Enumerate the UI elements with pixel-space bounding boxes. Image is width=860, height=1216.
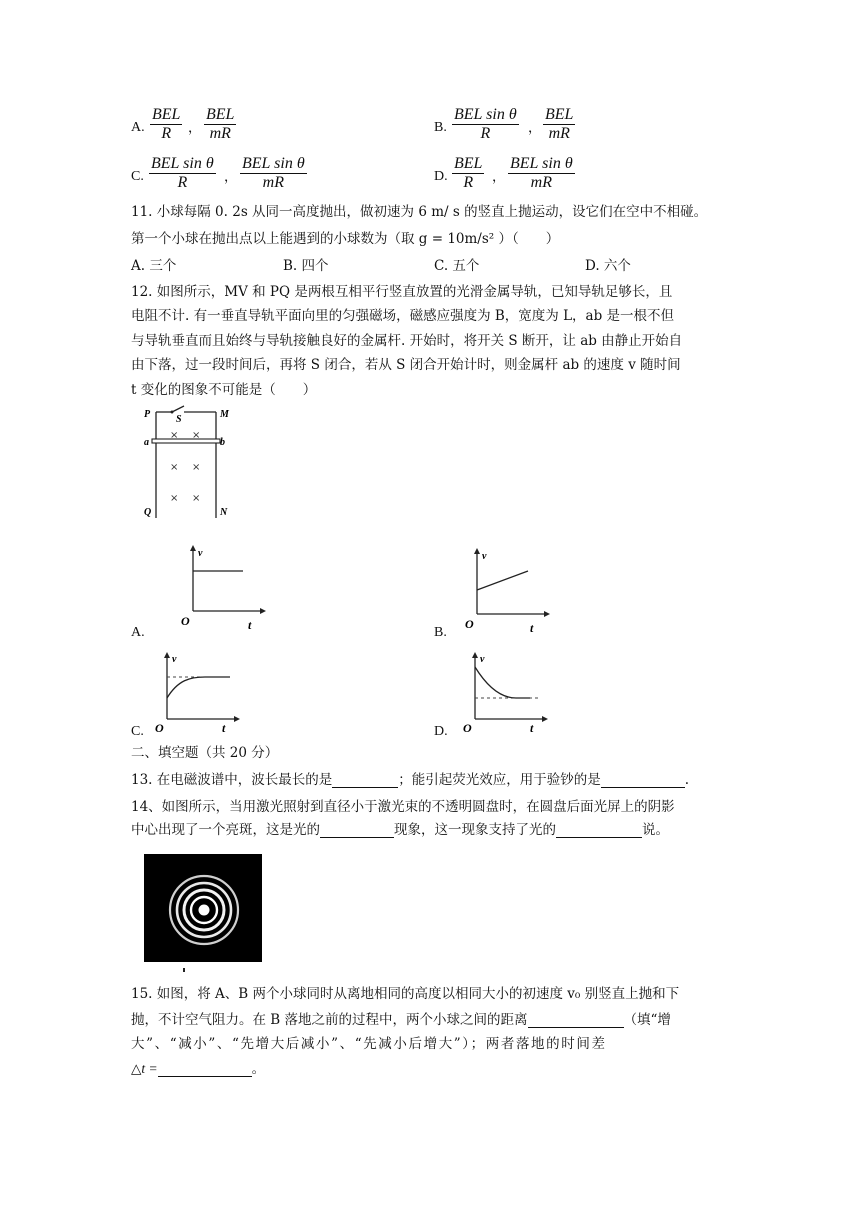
label-m: M — [220, 409, 229, 420]
q15-text: 抛，不计空气阻力。在 B 落地之前的过程中，两个小球之间的距离 — [131, 1012, 528, 1028]
axis-label-v: v — [172, 654, 177, 665]
answer-blank[interactable] — [320, 825, 394, 838]
q15-line3: 大”、“减小”、“先增大后减小”、“先减小后增大”）；两者落地的时间差 — [131, 1036, 607, 1052]
bright-spot — [199, 905, 210, 916]
label-n: N — [220, 507, 228, 518]
fraction: BEL sin θ R — [151, 155, 214, 192]
velocity-curve — [167, 677, 230, 698]
separator: ， — [224, 169, 238, 185]
q15-line2 — [131, 1014, 671, 1028]
graph-b — [460, 548, 560, 633]
label-s: S — [176, 414, 182, 425]
axis-label-t: t — [222, 721, 226, 735]
section-heading: 二、填空题（共 20 分） — [131, 745, 279, 761]
field-cross: × — [192, 493, 201, 504]
velocity-curve — [477, 571, 528, 590]
origin-label: O — [181, 614, 190, 628]
field-cross: × — [170, 462, 179, 473]
q12-option-d: D. — [434, 724, 448, 739]
option-label: C. — [131, 169, 144, 184]
axis-label-v: v — [480, 654, 485, 665]
answer-blank[interactable] — [528, 1015, 624, 1028]
q15-text: △t = — [131, 1061, 158, 1076]
metal-rod-ab — [152, 439, 220, 443]
tick-mark — [181, 966, 187, 974]
q13-text: 13. 在电磁波谱中，波长最长的是 — [131, 772, 333, 788]
fraction: BEL sin θ mR — [510, 155, 573, 192]
q15-line4 — [131, 1062, 265, 1077]
q15-text: 。 — [251, 1061, 266, 1077]
q12-line3: 与导轨垂直而且始终与导轨接触良好的金属杆. 开始时，将开关 S 断开，让 ab 由静止开始自 — [131, 333, 683, 349]
field-cross: × — [170, 430, 179, 441]
q12-line5: t 变化的图象不可能是（ ） — [131, 382, 317, 398]
q12-line1: 12. 如图所示，MV 和 PQ 是两根互相平行竖直放置的光滑金属导轨，已知导轨足够长，且 — [131, 284, 673, 300]
answer-blank[interactable] — [332, 775, 398, 788]
label-p: P — [144, 409, 151, 420]
answer-blank[interactable] — [158, 1064, 252, 1077]
field-cross: × — [170, 493, 179, 504]
axis-label-t: t — [530, 721, 534, 735]
q15-line1: 15. 如图，将 A、B 两个小球同时从离地相同的高度以相同大小的初速度 v₀ 别竖直上抛和下 — [131, 986, 680, 1002]
label-a: a — [144, 437, 149, 448]
q12-option-b: B. — [434, 625, 447, 640]
q11-option-b: B. 四个 — [283, 258, 329, 274]
graph-a — [175, 545, 275, 630]
q14-line2 — [131, 824, 669, 838]
option-label: B. — [434, 120, 447, 135]
fraction: BEL sin θ R — [454, 106, 517, 143]
separator: ， — [492, 169, 506, 185]
axis-label-v: v — [198, 548, 203, 559]
option-label: D. — [434, 169, 448, 184]
origin-label: O — [465, 617, 474, 631]
axis-label-t: t — [530, 621, 534, 635]
q14-text: 现象，这一现象支持了光的 — [394, 822, 556, 838]
poisson-spot-image — [144, 854, 262, 962]
q13-text: . — [684, 772, 690, 788]
q12-option-a: A. — [131, 625, 145, 640]
graph-c — [150, 650, 250, 735]
answer-blank[interactable] — [556, 825, 642, 838]
q11-option-d: D. 六个 — [585, 258, 631, 274]
separator: ， — [528, 120, 542, 136]
label-b: b — [220, 437, 225, 448]
q11-line2: 第一个小球在抛出点以上能遇到的小球数为（取 g = 10m/s² ）（ ） — [131, 231, 560, 247]
option-label: A. — [131, 120, 145, 135]
axis-label-v: v — [482, 551, 487, 562]
origin-label: O — [155, 721, 164, 735]
q14-text: 说。 — [642, 822, 669, 838]
fraction: BEL R — [152, 106, 181, 143]
q12-option-c: C. — [131, 724, 144, 739]
q13 — [131, 774, 689, 788]
q11-line1: 11. 小球每隔 0. 2s 从同一高度抛出，做初速为 6 m/ s 的竖直上抛运动，设它们在空中不相碰。 — [131, 204, 708, 220]
label-q: Q — [144, 507, 152, 518]
separator: ， — [188, 120, 202, 136]
q12-line2: 电阻不计. 有一垂直导轨平面向里的匀强磁场，磁感应强度为 B，宽度为 L，ab 是一根不但 — [131, 308, 675, 324]
q13-text: ；能引起荧光效应，用于验钞的是 — [398, 772, 601, 788]
switch-blade — [172, 406, 184, 412]
field-cross: × — [192, 430, 201, 441]
q11-option-c: C. 五个 — [434, 258, 480, 274]
axis-label-t: t — [248, 618, 252, 632]
q14-line1: 14、如图所示，当用激光照射到直径小于激光束的不透明圆盘时，在圆盘后面光屏上的阴影 — [131, 799, 675, 815]
q12-line4: 由下落，过一段时间后，再将 S 闭合，若从 S 闭合开始计时，则金属杆 ab 的速度 v 随时间 — [131, 357, 681, 373]
fraction: BEL R — [454, 155, 483, 192]
fraction: BEL mR — [206, 106, 235, 143]
velocity-curve — [475, 667, 530, 698]
fraction: BEL sin θ mR — [242, 155, 305, 192]
q14-text: 中心出现了一个亮斑，这是光的 — [131, 822, 320, 838]
rail-circuit-figure — [140, 400, 240, 520]
q11-option-a: A. 三个 — [131, 258, 177, 274]
answer-blank[interactable] — [601, 775, 685, 788]
q15-text: （填“增 — [623, 1012, 671, 1028]
origin-label: O — [463, 721, 472, 735]
field-cross: × — [192, 462, 201, 473]
fraction: BEL mR — [545, 106, 574, 143]
graph-d — [458, 650, 558, 735]
